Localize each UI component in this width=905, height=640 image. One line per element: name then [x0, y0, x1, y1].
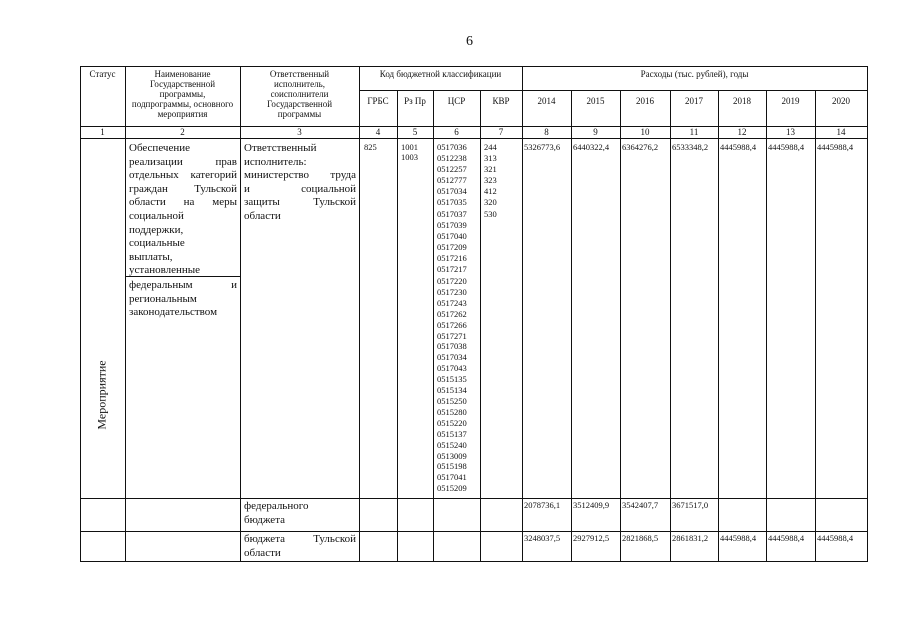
responsible-executor: Ответственный исполнитель: министерство труда и социальной защиты Тульской области [244, 142, 356, 222]
header-grbs: ГРБС [367, 96, 389, 106]
csr-codes-top: 0517036 0512238 0512257 0512777 0517034 0517035 0517037 0517039 0517040 0517209 0517216 0517217 [437, 142, 467, 275]
csr-codes-bottom: 0517220 0517230 0517243 0517262 0517266 0517271 0517038 0517034 0517043 0515135 0515134 0515250 0515280 0515220 0515137 0515240 0513009 0515198 0517041 0515209 [437, 276, 467, 494]
regional-value-2016: 2821868,5 [622, 533, 659, 543]
value-2018: 4445988,4 [720, 142, 757, 152]
federal-value-2017: 3671517,0 [672, 500, 709, 510]
table-border-bottom [80, 561, 868, 562]
col-line-1 [125, 66, 126, 562]
col-line-11 [718, 90, 719, 562]
col-number-11: 11 [689, 127, 699, 137]
col-line-12 [766, 90, 767, 562]
regional-value-2019: 4445988,4 [768, 533, 805, 543]
col-number-14: 14 [836, 127, 846, 137]
header-csr: ЦСР [447, 96, 466, 106]
col-number-2: 2 [180, 127, 185, 137]
value-2016: 6364276,2 [622, 142, 659, 152]
regional-line [80, 531, 868, 532]
col-line-8 [571, 90, 572, 562]
header-responsible: Ответственный исполнитель, соисполнители Государственной программы [266, 69, 333, 119]
header-year-2019: 2019 [781, 96, 800, 106]
col-number-5: 5 [412, 127, 418, 137]
col-line-14 [867, 66, 868, 562]
rzpr-codes: 1001 1003 [401, 142, 418, 162]
col-number-12: 12 [737, 127, 747, 137]
regional-value-2015: 2927912,5 [573, 533, 610, 543]
value-2019: 4445988,4 [768, 142, 805, 152]
grbs-code: 825 [364, 142, 377, 152]
value-2017: 6533348,2 [672, 142, 709, 152]
regional-value-2020: 4445988,4 [817, 533, 854, 543]
federal-budget-label: федерального бюджета [244, 500, 309, 526]
col-line-5 [433, 90, 434, 562]
value-2015: 6440322,4 [573, 142, 610, 152]
col-number-9: 9 [593, 127, 598, 137]
page-number: 6 [466, 34, 473, 49]
col-line-10 [670, 90, 671, 562]
col-number-6: 6 [454, 127, 459, 137]
col-number-3: 3 [297, 127, 302, 137]
regional-value-2014: 3248037,5 [524, 533, 561, 543]
col-line-4 [397, 90, 398, 562]
header-status: Статус [89, 69, 116, 79]
regional-value-2017: 2861831,2 [672, 533, 709, 543]
regional-value-2018: 4445988,4 [720, 533, 757, 543]
regional-budget-label: бюджета Тульской области [244, 533, 356, 559]
header-year-2017: 2017 [685, 96, 703, 106]
header-rzpr: Рз Пр [404, 96, 426, 106]
col-number-8: 8 [544, 127, 549, 137]
col-number-line-bottom [80, 138, 868, 139]
header-budget-code: Код бюджетной классификации [379, 69, 502, 79]
value-2020: 4445988,4 [817, 142, 854, 152]
col-number-7: 7 [498, 127, 504, 137]
col-line-3 [359, 66, 360, 562]
budget-table [80, 66, 868, 562]
status-cell: Мероприятие [94, 360, 109, 430]
col-line-2 [240, 66, 241, 562]
col-line-7 [522, 66, 523, 562]
program-name-bottom: федеральным и региональным законодательством [129, 279, 237, 319]
kvr-codes: 244 313 321 323 412 320 530 [484, 142, 497, 219]
federal-line [80, 498, 868, 499]
value-2014: 5326773,6 [524, 142, 561, 152]
header-year-2020: 2020 [832, 96, 850, 106]
federal-value-2015: 3512409,9 [573, 500, 610, 510]
col-number-13: 13 [786, 127, 795, 137]
federal-value-2016: 3542407,7 [622, 500, 659, 510]
table-border-top [80, 66, 868, 67]
federal-value-2014: 2078736,1 [524, 500, 561, 510]
col-line-13 [815, 90, 816, 562]
col-line-0 [80, 66, 81, 562]
header-year-2014: 2014 [537, 96, 556, 106]
col-number-1: 1 [100, 127, 105, 137]
col-line-9 [620, 90, 621, 562]
header-year-2015: 2015 [586, 96, 605, 106]
header-year-2016: 2016 [636, 96, 654, 106]
code-subheader-line [359, 90, 868, 91]
col-number-4: 4 [375, 127, 381, 137]
col-number-10: 10 [640, 127, 650, 137]
header-kvr: КВР [492, 96, 510, 106]
header-name: Наименование Государственной программы, подпрограммы, основного мероприятия [131, 69, 234, 119]
col-line-6 [480, 90, 481, 562]
header-year-2018: 2018 [733, 96, 751, 106]
program-name-top: Обеспечение реализации прав отдельных категорий граждан Тульской области на меры социальной поддержки, социальные выплаты, установленные [129, 142, 237, 277]
header-expenses: Расходы (тыс. рублей), годы [640, 69, 749, 79]
